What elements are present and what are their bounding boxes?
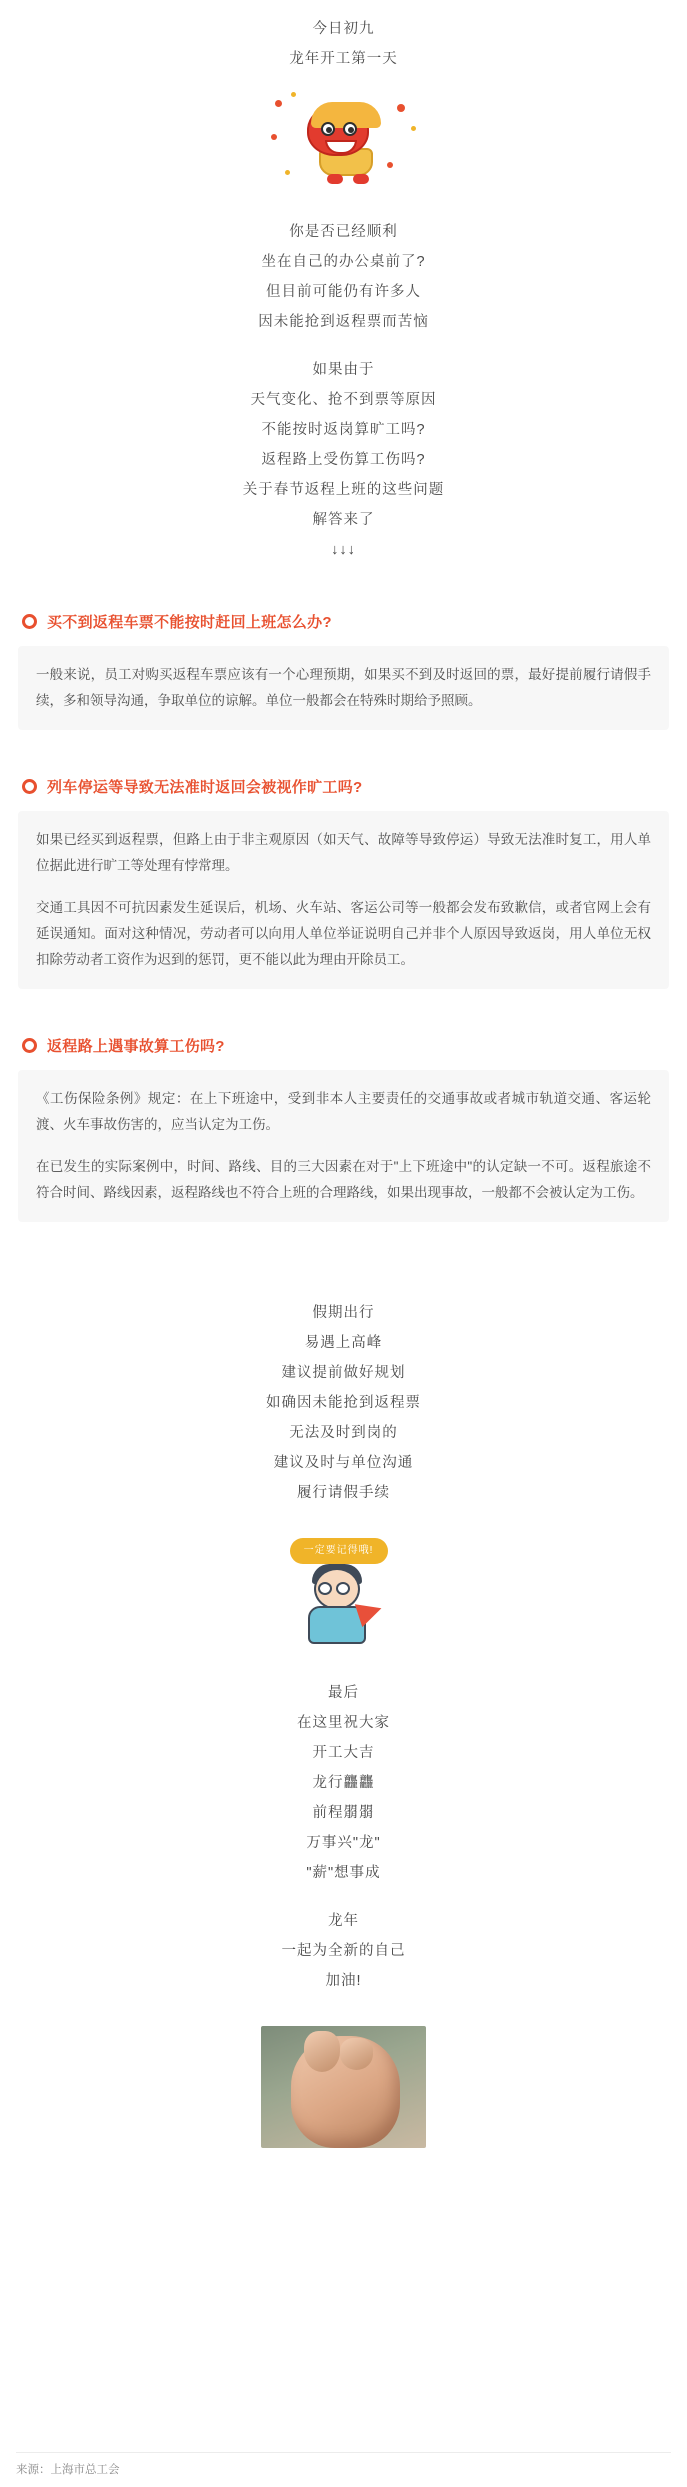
section-two-line: 坐在自己的办公桌前了? — [261, 254, 426, 270]
wishes-line: 万事兴"龙" — [306, 1835, 381, 1851]
source-text: 来源：上海市总工会 — [16, 2464, 120, 2476]
section-two-block — [0, 217, 687, 337]
wishes-line: 在这里祝大家 — [297, 1715, 390, 1731]
closing-line: 加油! — [325, 1973, 362, 1989]
wishes-line: "薪"想事成 — [306, 1865, 381, 1881]
bullet-circle-icon — [22, 1038, 37, 1053]
answer-paragraph: 交通工具因不可抗因素发生延误后，机场、火车站、客运公司等一般都会发布致歉信，或者官网上会有延误通知。面对这种情况，劳动者可以向用人单位举证说明自己并非个人原因导致返岗，用人单位无权扣除劳动者工资作为迟到的惩罚，更不能以此为理由开除员工。 — [36, 900, 651, 967]
question-row — [0, 1035, 687, 1056]
question-title: 列车停运等导致无法准时返回会被视作旷工吗? — [47, 779, 363, 796]
intro-line: 龙年开工第一天 — [289, 51, 398, 67]
section-three-line: 天气变化、抢不到票等原因 — [250, 392, 437, 408]
tips-line: 建议提前做好规划 — [281, 1365, 406, 1381]
answer-box — [18, 811, 669, 989]
answer-paragraph: 如果已经买到返程票，但路上由于非主观原因（如天气、故障等导致停运）导致无法准时复工，用人单位据此进行旷工等处理有悖常理。 — [36, 832, 651, 873]
section-three-line: 返程路上受伤算工伤吗? — [261, 452, 426, 468]
qa-item — [0, 776, 687, 989]
section-two-line: 因未能抢到返程票而苦恼 — [258, 314, 429, 330]
wishes-line: 龙行龘龘 — [312, 1775, 375, 1791]
question-title: 返程路上遇事故算工伤吗? — [47, 1038, 225, 1055]
wishes-line: 开工大吉 — [312, 1745, 375, 1761]
section-two-line: 但目前可能仍有许多人 — [266, 284, 421, 300]
wishes-line: 前程朤朤 — [312, 1805, 375, 1821]
qa-item — [0, 611, 687, 730]
answer-paragraph: 一般来说，员工对购买返程车票应该有一个心理预期，如果买不到及时返回的票，最好提前履行请假手续，多和领导沟通，争取单位的谅解。单位一般都会在特殊时期给予照顾。 — [36, 667, 651, 708]
answer-box — [18, 646, 669, 730]
boy-with-megaphone-illustration — [0, 1538, 687, 1648]
arrow-down-icon: ↓↓↓ — [331, 542, 356, 558]
qa-item — [0, 1035, 687, 1222]
tips-line: 如确因未能抢到返程票 — [266, 1395, 421, 1411]
closing-line: 一起为全新的自己 — [281, 1943, 406, 1959]
answer-box — [18, 1070, 669, 1222]
bullet-circle-icon — [22, 614, 37, 629]
section-two-line: 你是否已经顺利 — [289, 224, 398, 240]
question-title: 买不到返程车票不能按时赶回上班怎么办? — [47, 614, 332, 631]
question-row — [0, 611, 687, 632]
tips-line: 假期出行 — [312, 1305, 375, 1321]
intro-block — [0, 0, 687, 74]
tips-line: 履行请假手续 — [297, 1485, 390, 1501]
question-row — [0, 776, 687, 797]
hand-thumbs-up-photo — [0, 2026, 687, 2148]
section-three-line: 关于春节返程上班的这些问题 — [242, 482, 445, 498]
answer-paragraph: 在已发生的实际案例中，时间、路线、目的三大因素在对于"上下班途中"的认定缺一不可。返程旅途不符合时间、路线因素，返程路线也不符合上班的合理路线，如果出现事故，一般都不会被认定为工伤。 — [36, 1159, 651, 1200]
section-three-line: 不能按时返岗算旷工吗? — [261, 422, 426, 438]
section-three-block — [0, 355, 687, 565]
footer — [0, 2452, 687, 2477]
lion-dance-illustration — [0, 92, 687, 187]
closing-block — [0, 1906, 687, 1996]
wishes-line: 最后 — [328, 1685, 359, 1701]
bullet-circle-icon — [22, 779, 37, 794]
speech-bubble-text: 一定要记得哦! — [290, 1538, 388, 1564]
tips-line: 易遇上高峰 — [304, 1335, 383, 1351]
footer-divider — [16, 2452, 671, 2453]
tips-block — [0, 1298, 687, 1508]
intro-line: 今日初九 — [312, 21, 375, 37]
section-three-line: 如果由于 — [312, 362, 375, 378]
closing-line: 龙年 — [328, 1913, 359, 1929]
answer-paragraph: 《工伤保险条例》规定：在上下班途中，受到非本人主要责任的交通事故或者城市轨道交通、客运轮渡、火车事故伤害的，应当认定为工伤。 — [36, 1091, 651, 1132]
section-three-line: 解答来了 — [312, 512, 375, 528]
wishes-block — [0, 1678, 687, 1888]
tips-line: 无法及时到岗的 — [289, 1425, 398, 1441]
tips-line: 建议及时与单位沟通 — [273, 1455, 414, 1471]
